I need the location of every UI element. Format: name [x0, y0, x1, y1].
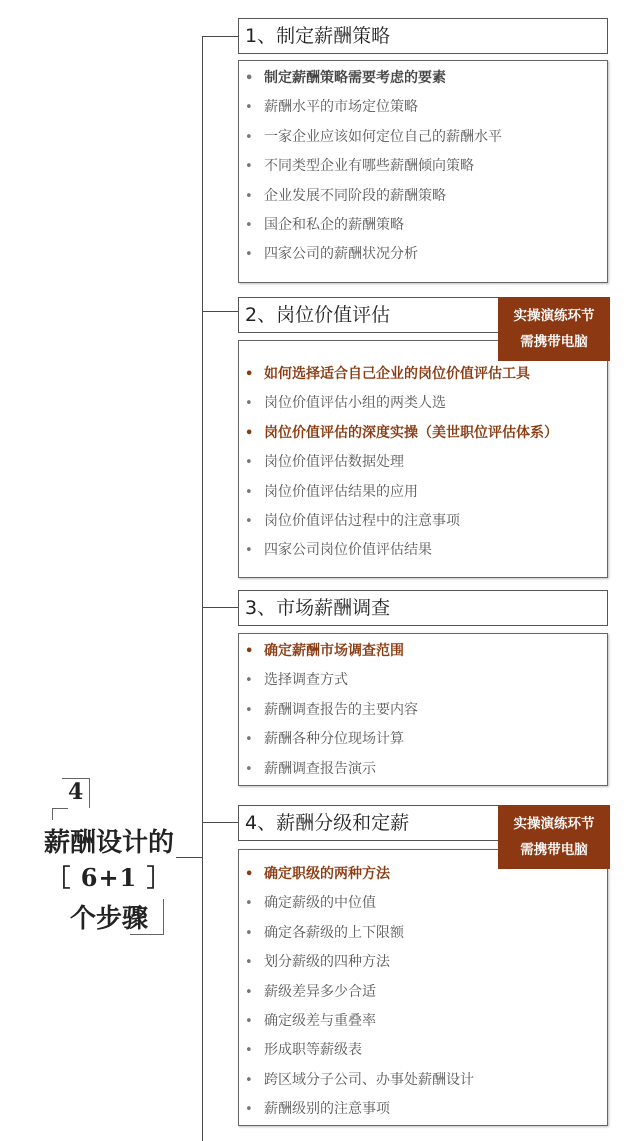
list-item	[239, 360, 607, 389]
hands-on-badge-step-2	[498, 297, 610, 361]
list-item-text: 四家公司的薪酬状况分析	[264, 246, 418, 263]
left-title-line-1: 薪酬设计的	[43, 828, 174, 858]
badge-line-1: 实操演练环节	[513, 308, 595, 324]
step-4-title: 4、薪酬分级和定薪	[238, 805, 608, 841]
bullet-icon: •	[245, 732, 253, 748]
list-item-text: 岗位价值评估结果的应用	[264, 483, 418, 500]
list-item-text: 确定各薪级的上下限额	[264, 924, 404, 941]
list-item	[239, 725, 607, 754]
step-2-title: 2、岗位价值评估	[238, 297, 608, 333]
list-item-text: 薪酬调查报告的主要内容	[264, 701, 418, 718]
bullet-icon: •	[245, 543, 253, 559]
list-item	[239, 419, 607, 448]
list-item	[239, 978, 607, 1007]
bullet-icon: •	[245, 925, 253, 941]
list-item-text: 岗位价值评估过程中的注意事项	[264, 512, 460, 529]
list-item	[239, 123, 607, 152]
list-item-text: 岗位价值评估数据处理	[264, 454, 404, 471]
bullet-icon: •	[245, 247, 253, 263]
list-item	[239, 211, 607, 240]
bullet-icon: •	[245, 702, 253, 718]
section-number-text: 4	[68, 779, 84, 805]
list-item-text: 薪酬各种分位现场计算	[264, 731, 404, 748]
bullet-icon: •	[245, 217, 253, 233]
list-item	[239, 755, 607, 784]
list-item	[239, 64, 607, 93]
branch-line-step-1	[202, 36, 238, 37]
list-item	[239, 919, 607, 948]
bullet-icon: •	[245, 71, 254, 86]
list-item	[239, 696, 607, 725]
step-3-list	[238, 633, 608, 786]
tree-trunk-line	[202, 36, 203, 1141]
bullet-icon: •	[245, 1043, 253, 1059]
bullet-icon: •	[245, 984, 253, 1000]
bullet-icon: •	[245, 1072, 253, 1088]
bullet-icon: •	[245, 673, 253, 689]
bullet-icon: •	[245, 1102, 253, 1118]
bullet-icon: •	[245, 513, 253, 529]
list-item	[239, 1036, 607, 1065]
branch-line-step-2	[202, 311, 238, 312]
bullet-icon: •	[245, 761, 253, 777]
list-item	[239, 152, 607, 181]
left-title-corner-bracket	[130, 899, 164, 935]
section-number	[62, 778, 90, 808]
bullet-icon: •	[245, 484, 253, 500]
list-item-text: 薪级差异多少合适	[264, 983, 376, 1000]
bullet-icon: •	[245, 367, 254, 382]
list-item	[239, 478, 607, 507]
list-item-text: 薪酬水平的市场定位策略	[264, 99, 418, 116]
list-item-text: 确定薪酬市场调查范围	[264, 643, 404, 659]
badge-line-2: 需携带电脑	[520, 842, 588, 858]
bullet-icon: •	[245, 129, 253, 145]
left-title-line-3: 个步骤	[69, 904, 148, 934]
list-item-text: 企业发展不同阶段的薪酬策略	[264, 187, 446, 204]
step-1-title: 1、制定薪酬策略	[238, 18, 608, 54]
list-item	[239, 536, 607, 565]
list-item-text: 不同类型企业有哪些薪酬倾向策略	[264, 158, 474, 175]
list-item-text: 确定薪级的中位值	[264, 895, 376, 912]
list-item	[239, 182, 607, 211]
bullet-icon: •	[245, 644, 254, 659]
list-item	[239, 666, 607, 695]
list-item-text: 岗位价值评估的深度实操（美世职位评估体系）	[264, 424, 558, 441]
list-item	[239, 448, 607, 477]
list-item	[239, 93, 607, 122]
step-3-title: 3、市场薪酬调查	[238, 590, 608, 626]
branch-line-step-3	[202, 607, 238, 608]
list-item	[239, 889, 607, 918]
bullet-icon: •	[245, 396, 253, 412]
step-1-list	[238, 60, 608, 283]
list-item-text: 如何选择适合自己企业的岗位价值评估工具	[264, 366, 530, 382]
list-item-text: 跨区域分子公司、办事处薪酬设计	[264, 1071, 474, 1088]
list-item	[239, 507, 607, 536]
list-item-text: 薪酬调查报告演示	[264, 760, 376, 777]
list-item-text: 选择调查方式	[264, 672, 348, 689]
list-item-text: 一家企业应该如何定位自己的薪酬水平	[264, 128, 502, 145]
list-item	[239, 1066, 607, 1095]
list-item	[239, 1007, 607, 1036]
step-2-list	[238, 340, 608, 578]
number-bracket-tick	[52, 808, 68, 820]
badge-line-2: 需携带电脑	[520, 334, 588, 350]
list-item-text: 确定职级的两种方法	[264, 866, 390, 882]
list-item-text: 国企和私企的薪酬策略	[264, 216, 404, 233]
list-item	[239, 240, 607, 269]
list-item	[239, 1095, 607, 1124]
bullet-icon: •	[245, 188, 253, 204]
left-title-line-2: ［ 6+1 ］	[46, 863, 172, 892]
list-item-text: 形成职等薪级表	[264, 1042, 362, 1059]
bullet-icon: •	[245, 867, 254, 882]
list-item-text: 确定级差与重叠率	[264, 1012, 376, 1029]
bullet-icon: •	[245, 896, 253, 912]
step-4-list	[238, 849, 608, 1126]
list-item-text: 制定薪酬策略需要考虑的要素	[264, 70, 446, 86]
list-item	[239, 637, 607, 666]
hands-on-badge-step-4	[498, 805, 610, 869]
branch-line-step-4	[202, 822, 238, 823]
list-item	[239, 948, 607, 977]
bullet-icon: •	[245, 425, 254, 441]
list-item-text: 薪酬级别的注意事项	[264, 1101, 390, 1118]
bullet-icon: •	[245, 455, 253, 471]
bullet-icon: •	[245, 100, 253, 116]
list-item-text: 划分薪级的四种方法	[264, 954, 390, 971]
list-item	[239, 389, 607, 418]
bullet-icon: •	[245, 1013, 253, 1029]
list-item-text: 四家公司岗位价值评估结果	[264, 542, 432, 559]
bullet-icon: •	[245, 955, 253, 971]
list-item-text: 岗位价值评估小组的两类人选	[264, 395, 446, 412]
badge-line-1: 实操演练环节	[513, 816, 595, 832]
bullet-icon: •	[245, 159, 253, 175]
